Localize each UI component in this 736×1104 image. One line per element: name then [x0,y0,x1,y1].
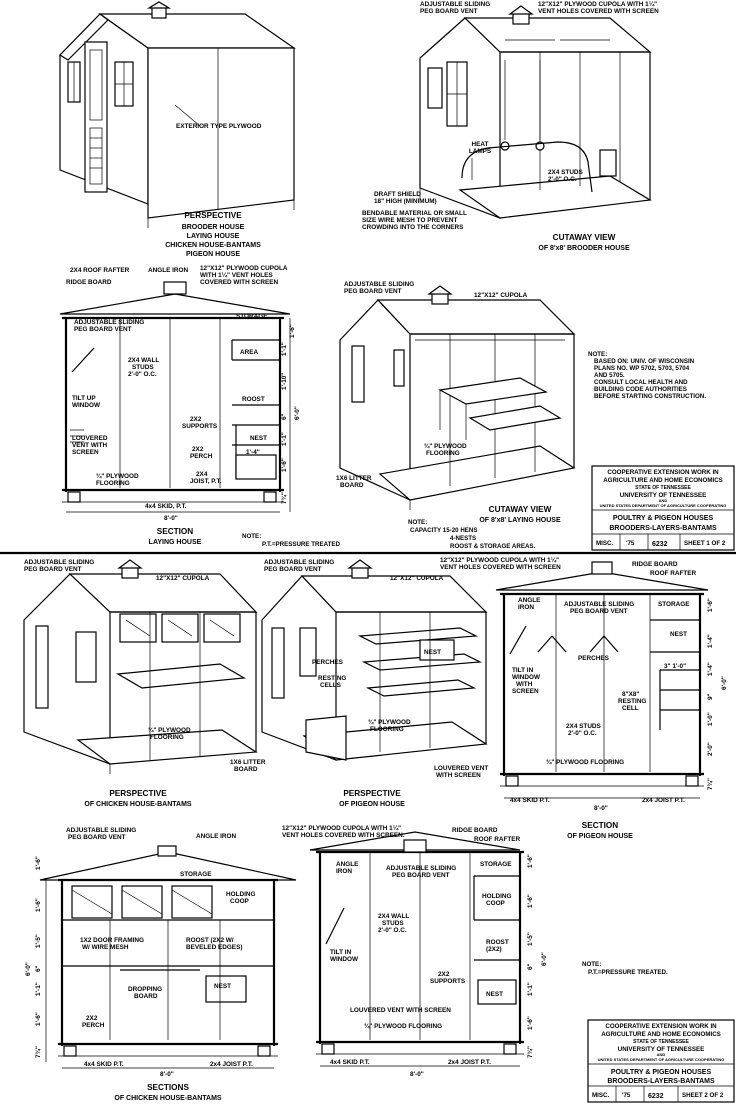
tb2-name1: POULTRY & PIGEON HOUSES [610,1069,712,1076]
based-on-note-1: BASED ON: UNIV. OF WISCONSIN [594,358,695,365]
perspective-subtitle-4: PIGEON HOUSE [185,251,241,258]
tilt-window-label-2: WINDOW [72,402,101,409]
bantam-persp-subtitle: OF CHICKEN HOUSE-BANTAMS [84,801,192,808]
brooder-dim-7: 1'-6" [527,1016,534,1030]
pigeon-persp-perches: PERCHES [312,659,343,666]
bantam-sec-perch-2: PERCH [82,1022,105,1029]
bantam-sec-framing-2: W/ WIRE MESH [82,944,129,951]
louvered-label-3: SCREEN [72,449,99,456]
bantam-persp-flooring-1: ¾" PLYWOOD [148,727,191,734]
bantam-persp-title: PERSPECTIVE [109,789,167,798]
brooder-dim-8: 7¾" [527,1046,534,1058]
bantam-persp-litter-2: BOARD [234,766,258,773]
bantam-sec-dropping-1: DROPPING [128,986,163,993]
bantam-sec-holding-1: HOLDING [226,891,256,898]
brooder-vent-label-2: PEG BOARD VENT [420,8,478,15]
laying-width-dim: 8'-0" [164,515,178,522]
pigeon-persp-subtitle: OF PIGEON HOUSE [339,801,405,808]
bantam-section-subtitle: OF CHICKEN HOUSE-BANTAMS [114,1095,222,1102]
ridge-board-label: RIDGE BOARD [66,279,112,286]
pigeon-sec-tilt-3: WITH [516,681,533,688]
bantam-sec-skid: 4x4 SKID P.T. [84,1061,124,1068]
brooder-dim-2: 1'-6" [527,894,534,908]
bantam-sec-joist: 2x4 JOIST P.T. [210,1061,253,1068]
brooder-sec-holding-2: COOP [486,900,505,907]
laying-note-text: P.T.=PRESSURE TREATED [262,541,340,548]
pigeon-sec-resting-3: CELL [622,705,639,712]
bendable-label-1: BENDABLE MATERIAL OR SMALL [362,210,467,217]
laying-section-title: SECTION [156,527,194,536]
brooder-studs-label-1: 2x4 STUDS [548,169,583,176]
bantam-dim-6: 1'-1" [35,982,42,996]
laying-dim-5: 6" [281,413,288,420]
pigeon-sec-angle-2: IRON [518,604,534,611]
bantam-sec-holding-2: COOP [230,898,249,905]
brooder-dim-4: 6'-0" [541,952,548,966]
laying-cutaway-subtitle: OF 8'x8' LAYING HOUSE [479,517,561,524]
pigeon-dim-8: 7¾" [707,778,714,790]
supports-label-2: SUPPORTS [182,423,218,430]
pigeon-sec-vent-2: PEG BOARD VENT [570,608,628,615]
pigeon-sec-rafter: ROOF RAFTER [650,570,697,577]
brooder-cutaway-subtitle: OF 8'x8' BROODER HOUSE [538,245,630,252]
based-on-note-heading: NOTE: [588,351,608,358]
angle-iron-label: ANGLE IRON [148,267,189,274]
pigeon-persp-resting-1: RESTING [318,675,347,682]
laying-cutaway-title: CUTAWAY VIEW [488,505,552,514]
tb2-line2: AGRICULTURE AND HOME ECONOMICS [601,1031,721,1038]
pigeon-sec-cupola-1: 12"x12" PLYWOOD CUPOLA WITH 1¼" [440,557,560,564]
brooder-vent-label-1: ADJUSTABLE SLIDING [420,1,491,8]
tilt-window-label-1: TILT UP [72,395,96,402]
laying-skid-label: 4x4 SKID, P.T. [145,503,187,510]
laying-cupola-label-1: 12"x12" PLYWOOD CUPOLA [200,265,288,272]
bantam-dim-1: 1'-6" [35,856,42,870]
bantam-section-title: SECTIONS [147,1083,189,1092]
pigeon-sec-nest: NEST [670,631,688,638]
pigeon-sec-resting-2: RESTING [618,698,647,705]
laying-cut-vent-1: ADJUSTABLE SLIDING [344,281,415,288]
brooder-sec-ridge: RIDGE BOARD [452,827,498,834]
brooder-cupola-label-1: 12"x12" PLYWOOD CUPOLA WITH 1¼" [538,1,658,8]
bantam-persp-litter-1: 1x6 LITTER [230,759,266,766]
tb1-line1: COOPERATIVE EXTENSION WORK IN [607,469,719,476]
tb2-line1: COOPERATIVE EXTENSION WORK IN [605,1023,717,1030]
pigeon-persp-flooring-2: FLOORING [370,726,404,733]
brooder-sec-vent-1: ADJUSTABLE SLIDING [386,865,457,872]
pigeon-persp-vent-2: PEG BOARD VENT [264,566,322,573]
brooder-sec-skid: 4x4 SKID P.T. [330,1059,370,1066]
brooder-sec-supports-2: SUPPORTS [430,978,466,985]
laying-cut-flooring-2: FLOORING [426,450,460,457]
brooder-cupola-label-2: VENT HOLES COVERED WITH SCREEN [538,8,659,15]
pigeon-persp-louvered-1: LOUVERED VENT [434,765,489,772]
brooder-sec-joist: 2x4 JOIST P.T. [448,1059,491,1066]
laying-vent-label-1: ADJUSTABLE SLIDING [74,319,145,326]
bantam-sec-perch-1: 2x2 [86,1015,98,1022]
storage-label: STORAGE [236,313,268,320]
laying-dim-2: 1'-1" [281,342,288,356]
bantam-section-drawing [40,846,296,1068]
pigeon-dim-1: 1'-6" [707,598,714,612]
pigeon-sec-tilt-1: TILT IN [512,667,534,674]
tb1-name1: POULTRY & PIGEON HOUSES [612,515,714,522]
draft-shield-label-2: 18" HIGH (MINIMUM) [374,198,437,205]
louvered-label-1: LOUVERED [72,435,108,442]
roost-label: ROOST [242,396,265,403]
pigeon-sec-perches: PERCHES [578,655,609,662]
pigeon-sec-ridge: RIDGE BOARD [632,561,678,568]
brooder-sec-wall-2: STUDS [382,920,404,927]
perspective-subtitle-3: CHICKEN HOUSE-BANTAMS [165,242,261,249]
bantam-dim-7: 1'-6" [35,1012,42,1026]
laying-dim-9: 7¾" [281,492,288,504]
laying-cutaway-drawing [340,286,574,510]
nest-label: NEST [250,435,268,442]
tb1-line5: AND [658,498,668,503]
pigeon-sec-inner-dim: 3" 1'-0" [664,663,687,670]
louvered-label-2: VENT WITH [72,442,108,449]
pigeon-sec-joist: 2x4 JOIST P.T. [642,797,685,804]
pigeon-persp-vent-1: ADJUSTABLE SLIDING [264,559,335,566]
bantam-dim-5: 6" [35,965,42,972]
bantam-sec-vent-2: PEG BOARD VENT [68,834,126,841]
based-on-note-5: BUILDING CODE AUTHORITIES [594,386,687,393]
pigeon-dim-4: 6'-0" [721,676,728,690]
tb1-misc: MISC. [596,540,614,547]
laying-cut-litter-2: BOARD [340,482,364,489]
bantam-sec-roost-1: ROOST (2x2 W/ [186,937,234,944]
brooder-dim-5: 6" [527,963,534,970]
laying-cut-litter-1: 1x6 LITTER [336,475,372,482]
tb1-line3: STATE OF TENNESSEE [635,485,691,491]
bendable-label-2: SIZE WIRE MESH TO PREVENT [362,217,458,224]
tb2-misc: MISC. [592,1092,610,1099]
bantam-sec-storage: STORAGE [180,871,212,878]
pigeon-sec-studs-2: 2'-0" O.C. [568,730,597,737]
brooder-sec-vent-2: PEG BOARD VENT [392,872,450,879]
wall-studs-label-2: STUDS [132,364,154,371]
based-on-note-2: PLANS NO. WP 5702, 5703, 5704 [594,365,690,372]
bantam-persp-flooring-2: FLOORING [150,734,184,741]
laying-joist-label-1: 2x4 [196,471,208,478]
pigeon-persp-resting-2: CELLS [320,682,341,689]
laying-dim-8: 1'-4" [246,449,260,456]
brooder-cutaway-drawing [420,6,650,218]
brooder-sec-storage: STORAGE [480,861,512,868]
plywood-label: EXTERIOR TYPE PLYWOOD [176,123,262,130]
bantam-persp-cupola: 12"x12" CUPOLA [156,575,210,582]
laying-dim-4: 6'-0" [294,406,301,420]
tb2-line3: STATE OF TENNESSEE [633,1039,689,1045]
laying-dim-6: 1'-1" [281,432,288,446]
capacity-note-1: CAPACITY 15-20 HENS [410,527,478,534]
tb2-sheet: SHEET 2 OF 2 [682,1092,724,1099]
brooder-dim-3: 1'-5" [527,932,534,946]
laying-note-heading: NOTE: [242,533,262,540]
tb1-line2: AGRICULTURE AND HOME ECONOMICS [603,477,723,484]
bantam-sec-width: 8'-0" [160,1071,174,1078]
laying-cut-flooring-1: ¾" PLYWOOD [424,443,467,450]
brooder-sec-wall-3: 2'-0" O.C. [378,927,407,934]
supports-label-1: 2x2 [190,416,202,423]
laying-cut-vent-2: PEG BOARD VENT [344,288,402,295]
brooder-sec-wall-1: 2x4 WALL [378,913,410,920]
brooder-sec-holding-1: HOLDING [482,893,512,900]
brooder-sec-angle-1: ANGLE [336,861,359,868]
pigeon-right-dimensions [706,598,728,790]
pigeon-sec-storage: STORAGE [658,601,690,608]
rafter-label: 2x4 ROOF RAFTER [70,267,130,274]
pigeon-sec-resting-1: 8"x8" [622,691,640,698]
brooder-sec-cupola-2: VENT HOLES COVERED WITH SCREEN. [282,832,405,839]
perspective-house-drawing [60,2,294,228]
pigeon-persp-nest: NEST [424,649,442,656]
pigeon-sec-width: 8'-0" [594,805,608,812]
pigeon-sec-studs-1: 2x4 STUDS [566,723,601,730]
brooder-sec-width: 8'-0" [410,1071,424,1078]
brooder-sec-louvered: LOUVERED VENT WITH SCREEN [350,1007,451,1014]
wall-studs-label-3: 2'-0" O.C. [128,371,157,378]
brooder-sec-flooring: ¾" PLYWOOD FLOORING [364,1023,443,1030]
laying-dim-3: 1'-10" [281,372,288,390]
brooder-sec-roost-2: (2x2) [486,946,502,953]
laying-flooring-label-2: FLOORING [96,480,130,487]
tb1-year: '75 [626,540,635,547]
brooder-note-text: P.T.=PRESSURE TREATED. [588,969,668,976]
brooder-sec-tilt-1: TILT IN [330,949,352,956]
perch-label-1: 2x2 [192,446,204,453]
bantam-persp-vent-2: PEG BOARD VENT [24,566,82,573]
brooder-sec-cupola-1: 12"x12" PLYWOOD CUPOLA WITH 1¼" [282,825,402,832]
bantam-dim-8: 7¾" [35,1046,42,1058]
bantam-sec-framing-1: 1x2 DOOR FRAMING [80,937,144,944]
heat-lamps-label-2: LAMPS [468,148,492,155]
laying-section-subtitle: LAYING HOUSE [148,539,202,546]
pigeon-dim-3: 1'-4" [707,662,714,676]
tb1-line4: UNIVERSITY OF TENNESSEE [619,492,707,499]
pigeon-sec-angle-1: ANGLE [518,597,541,604]
pigeon-persp-cupola: 12"x12" CUPOLA [390,575,444,582]
brooder-dim-6: 1'-1" [527,982,534,996]
bantam-sec-dropping-2: BOARD [134,993,158,1000]
tb1-num: 6232 [652,541,668,548]
pigeon-sec-tilt-4: SCREEN [512,688,539,695]
pigeon-section-subtitle: OF PIGEON HOUSE [567,833,633,840]
laying-cupola-label-2: WITH 1¼" VENT HOLES [200,272,273,279]
tb2-num: 6232 [648,1093,664,1100]
brooder-sec-angle-2: IRON [336,868,352,875]
bantam-left-dimensions [25,856,42,1058]
brooder-sec-tilt-2: WINDOW [330,956,359,963]
brooder-cutaway-title: CUTAWAY VIEW [552,233,616,242]
pigeon-persp-flooring-1: ¾" PLYWOOD [368,719,411,726]
based-on-note-3: AND 5705. [594,372,625,379]
wall-studs-label-1: 2x4 WALL [128,357,160,364]
tb1-name2: BROODERS-LAYERS-BANTAMS [609,525,717,532]
laying-cut-cupola: 12"x12" CUPOLA [474,292,528,299]
based-on-note-4: CONSULT LOCAL HEALTH AND [594,379,688,386]
pigeon-dim-6: 1'-0" [707,712,714,726]
pigeon-dim-5: 9" [707,693,714,700]
capacity-note-3: ROOST & STORAGE AREAS. [450,543,536,550]
brooder-sec-roost-1: ROOST [486,939,509,946]
perspective-subtitle-1: BROODER HOUSE [181,224,245,231]
tb2-name2: BROODERS-LAYERS-BANTAMS [607,1078,715,1085]
bantam-persp-vent-1: ADJUSTABLE SLIDING [24,559,95,566]
tb1-line6: UNITED STATES DEPARTMENT OF AGRICULTURE COOPERATING [599,503,727,508]
bantam-sec-vent-1: ADJUSTABLE SLIDING [66,827,137,834]
laying-vent-label-2: PEG BOARD VENT [74,326,132,333]
perspective-subtitle-2: LAYING HOUSE [186,233,240,240]
brooder-sec-nest: NEST [486,991,504,998]
laying-joist-label-2: JOIST, P.T. [190,478,222,485]
bantam-sec-nest: NEST [214,983,232,990]
pigeon-sec-skid: 4x4 SKID P.T. [510,797,550,804]
laying-cupola-label-3: COVERED WITH SCREEN [200,279,279,286]
laying-dim-1: 1'-6" [289,324,296,338]
area-label: AREA [240,349,259,356]
capacity-note-2: 4-NESTS [450,535,477,542]
pigeon-sec-tilt-2: WINDOW [512,674,541,681]
perspective-title: PERSPECTIVE [184,211,242,220]
tb2-line4: UNIVERSITY OF TENNESSEE [617,1046,705,1053]
pigeon-dim-7: 2'-0" [707,742,714,756]
bantam-dim-3: 1'-5" [35,934,42,948]
perch-label-2: PERCH [190,453,213,460]
bantam-dim-4: 6'-0" [25,962,32,976]
pigeon-section-title: SECTION [581,821,619,830]
brooder-dim-1: 1'-6" [527,854,534,868]
laying-dim-7: 1'-6" [281,458,288,472]
brooder-studs-label-2: 2'-0" O.C. [548,176,577,183]
brooder-sec-rafter: ROOF RAFTER [474,836,521,843]
pigeon-sec-cupola-2: VENT HOLES COVERED WITH SCREEN [440,564,561,571]
laying-flooring-label-1: ¾" PLYWOOD [96,473,139,480]
pigeon-dim-2: 1'-4" [707,634,714,648]
brooder-note-heading: NOTE: [582,961,602,968]
pigeon-persp-title: PERSPECTIVE [343,789,401,798]
tb2-year: '75 [622,1092,631,1099]
tb2-line5: AND [656,1052,666,1057]
bantam-dim-2: 1'-6" [35,898,42,912]
capacity-note-heading: NOTE: [408,519,428,526]
bendable-label-3: CROWDING INTO THE CORNERS [362,224,464,231]
based-on-note-6: BEFORE STARTING CONSTRUCTION. [594,393,706,400]
brooder-sec-supports-1: 2x2 [438,971,450,978]
heat-lamps-label-1: HEAT [471,141,489,148]
pigeon-persp-louvered-2: WITH SCREEN [436,772,481,779]
pigeon-sec-vent-1: ADJUSTABLE SLIDING [564,601,635,608]
tb2-line6: UNITED STATES DEPARTMENT OF AGRICULTURE COOPERATING [597,1057,725,1062]
bantam-sec-roost-2: BEVELED EDGES) [186,944,243,951]
bantam-perspective-drawing [24,560,256,774]
brooder-right-dimensions [526,854,548,1058]
pigeon-sec-flooring: ¾" PLYWOOD FLOORING [546,759,625,766]
bantam-sec-angle: ANGLE IRON [196,833,237,840]
tb1-sheet: SHEET 1 OF 2 [684,540,726,547]
draft-shield-label-1: DRAFT SHIELD [374,191,421,198]
